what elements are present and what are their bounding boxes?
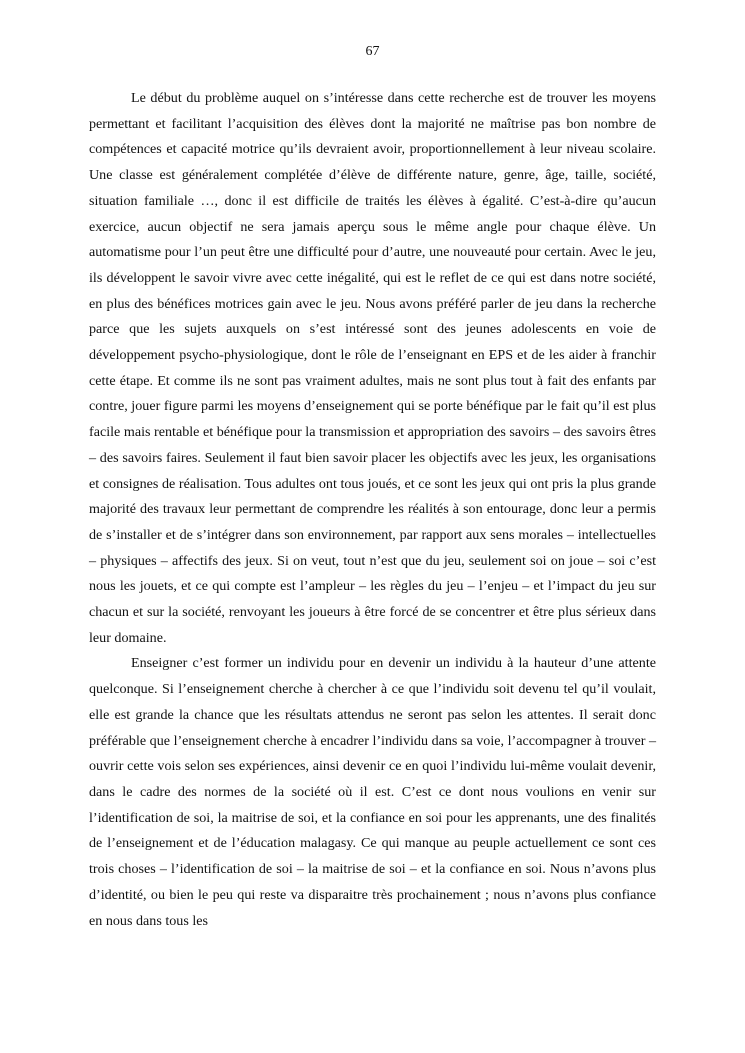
- paragraph-2: Enseigner c’est former un individu pour en devenir un individu à la hauteur d’une attente quelconque. Si l’enseignement cherche à chercher à ce que l’individu soit devenu tel qu’il voulait, elle est grande la chance que les résultats attendus ne seront pas selon les attentes. Il serait donc préférable que l’enseignement cherche à encadrer l’individu dans sa voie, l’accompagner à trouver – ouvrir cette vois selon ses expériences, ainsi devenir ce en quoi l’individu lui-même voulait devenir, dans le cadre des normes de la société où il est. C’est ce dont nous voulions en venir sur l’identification de soi, la maitrise de soi, et la confiance en soi pour les apprenants, une des finalités de l’enseignement et de l’éducation malagasy. Ce qui manque au peuple actuellement ce sont ces trois choses – l’identification de soi – la maitrise de soi – et la confiance en soi. Nous n’avons plus d’identité, ou bien le peu qui reste va disparaitre très prochainement ; nous n’avons plus confiance en nous dans tous les: [89, 655, 656, 929]
- page-number: 67: [365, 44, 380, 59]
- paragraph-1: Le début du problème auquel on s’intéresse dans cette recherche est de trouver les moyens permettant et facilitant l’acquisition des élèves dont la majorité ne maîtrise pas bon nombre de compétences et capacité motrice qu’ils devraient avoir, proportionnellement à leur niveau scolaire. Une classe est généralement complétée d’élève de différente nature, genre, âge, taille, société, situation familiale …, donc il est difficile de traités les élèves à égalité. C’est-à-dire qu’aucun exercice, aucun objectif ne sera jamais aperçu sous le même angle pour chaque élève. Un automatisme pour l’un peut être une difficulté pour d’autre, une nouveauté pour certain. Avec le jeu, ils développent le savoir vivre avec cette inégalité, qui est le reflet de ce qui est dans notre société, en plus des bénéfices motrices gain avec le jeu. Nous avons préféré parler de jeu dans la recherche parce que les sujets auxquels on s’est intéressé sont des jeunes adolescents en voie de développement psycho-physiologique, dont le rôle de l’enseignant en EPS et de les aider à franchir cette étape. Et comme ils ne sont pas vraiment adultes, mais ne sont plus tout à fait des enfants par contre, jouer figure parmi les moyens d’enseignement qui se porte bénéfique par le fait qu’il est plus facile mais rentable et bénéfique pour la transmission et appropriation des savoirs – des savoirs êtres – des savoirs faires. Seulement il faut bien savoir placer les objectifs avec les jeux, les organisations et consignes de réalisation. Tous adultes ont tous joués, et ce sont les jeux qui ont pris la plus grande majorité des travaux leur permettant de comprendre les réalités à son entourage, donc leur a permis de s’installer et de s’intégrer dans son environnement, par rapport aux sens morales – intellectuelles – physiques – affectifs des jeux. Si on veut, tout n’est que du jeu, seulement soi on joue – soi c’est nous les jouets, et ce qui compte est l’ampleur – les règles du jeu – l’enjeu – et l’impact du jeu sur chacun et sur la société, renvoyant les joueurs à être forcé de se concentrer et être plus sérieux dans leur domaine.: [89, 90, 656, 646]
- body-text: [89, 86, 656, 934]
